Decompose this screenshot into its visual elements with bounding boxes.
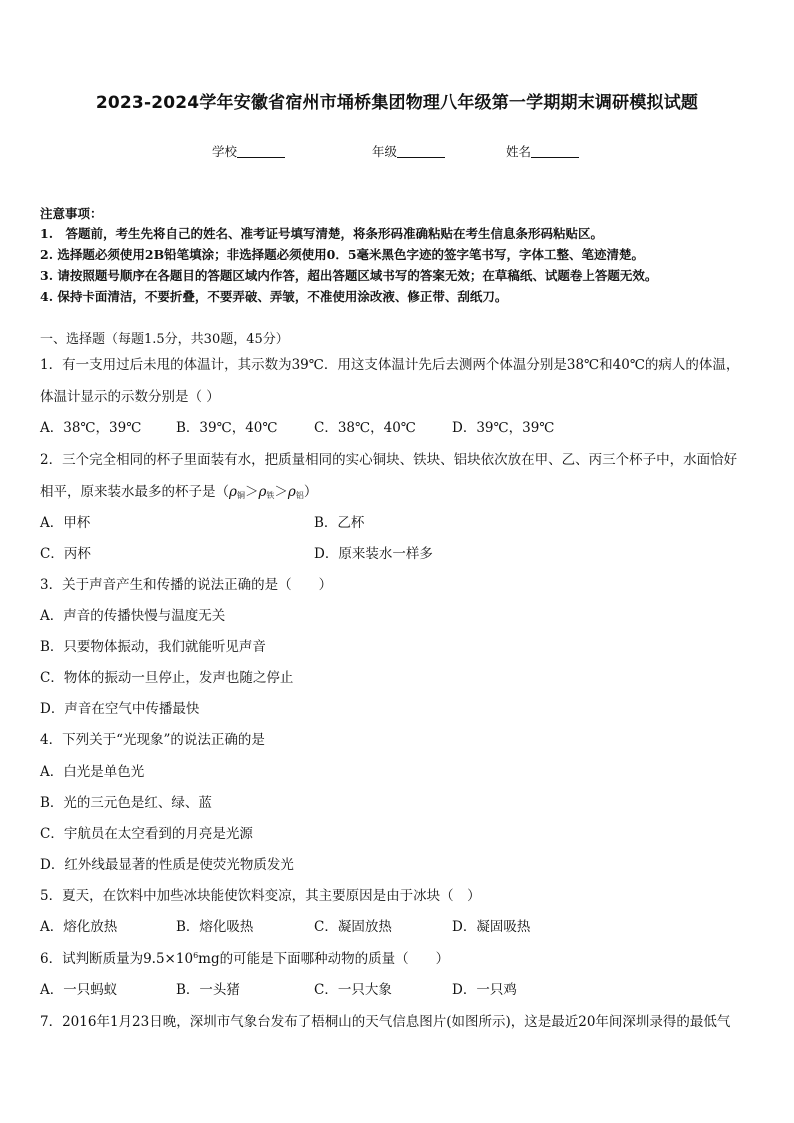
q6-option-b[interactable]: B．一头猪	[176, 982, 240, 998]
q6-stem	[40, 947, 449, 967]
q5-option-d[interactable]: D．凝固吸热	[452, 919, 531, 935]
q1-stem-line1: 1．有一支用过后未甩的体温计，其示数为39℃．用这支体温计先后去测两个体温分别是38℃和40℃的病人的体温，	[40, 357, 740, 373]
q7-stem: 7．2016年1月23日晚，深圳市气象台发布了梧桐山的天气信息图片(如图所示)，这是最近20年间深圳录得的最低气	[40, 1014, 731, 1030]
rho-sub-iron: 铁	[266, 491, 275, 500]
school-blank[interactable]	[237, 143, 285, 158]
section-heading: 一、选择题（每题1.5分，共30题，45分）	[40, 332, 289, 347]
q6-option-c[interactable]: C．一只大象	[314, 982, 392, 998]
q2-option-c[interactable]: C．丙杯	[40, 546, 91, 562]
q5-stem: 5．夏天，在饮料中加些冰块能使饮料变凉，其主要原因是由于冰块（ ）	[40, 888, 481, 904]
note-item: 2. 选择题必须使用2B铅笔填涂；非选择题必须使用0．5毫米黑色字迹的签字笔书写，字体工整、笔迹清楚。	[40, 247, 645, 262]
q5-option-a[interactable]: A．熔化放热	[40, 919, 118, 935]
q5-option-b[interactable]: B．熔化吸热	[176, 919, 254, 935]
grade-label: 年级	[372, 144, 398, 159]
q1-option-d[interactable]: D．39℃，39℃	[452, 420, 555, 436]
q1-option-c[interactable]: C．38℃，40℃	[314, 420, 416, 436]
note-item: 3. 请按照题号顺序在各题目的答题区域内作答，超出答题区域书写的答案无效；在草稿纸、试题卷上答题无效。	[40, 268, 658, 283]
q2-option-d[interactable]: D．原来装水一样多	[314, 546, 433, 562]
q4-stem: 4．下列关于“光现象”的说法正确的是	[40, 732, 265, 748]
grade-blank[interactable]	[397, 143, 445, 158]
q3-option-a[interactable]: A．声音的传播快慢与温度无关	[40, 608, 226, 624]
q1-option-b[interactable]: B．39℃，40℃	[176, 420, 278, 436]
q1-stem-line2: 体温计显示的示数分别是（ ）	[40, 389, 220, 405]
q5-option-c[interactable]: C．凝固放热	[314, 919, 392, 935]
exam-title: 2023-2024学年安徽省宿州市埇桥集团物理八年级第一学期期末调研模拟试题	[95, 93, 699, 113]
greater-than: ＞	[274, 484, 288, 500]
q6-exponent: 6	[193, 951, 199, 960]
rho-symbol: ρ	[229, 484, 237, 500]
notes-heading: 注意事项：	[40, 206, 103, 221]
q4-option-d[interactable]: D．红外线最显著的性质是使荧光物质发光	[40, 857, 294, 873]
q2-stem-line2	[40, 480, 317, 501]
note-item: 1. 答题前，考生先将自己的姓名、准考证号填写清楚，将条形码准确粘贴在考生信息条形码粘贴区。	[40, 226, 604, 241]
q2-stem-line1: 2．三个完全相同的杯子里面装有水，把质量相同的实心铜块、铁块、铝块依次放在甲、乙、丙三个杯子中，水面恰好	[40, 452, 738, 468]
rho-sub-copper: 铜	[236, 491, 245, 500]
q3-option-d[interactable]: D．声音在空气中传播最快	[40, 701, 200, 717]
q6-option-d[interactable]: D．一只鸡	[452, 982, 517, 998]
q6-stem-text: 6．试判断质量为9.5×10	[40, 951, 194, 967]
greater-than: ＞	[244, 484, 259, 500]
name-blank[interactable]	[531, 143, 579, 158]
q4-option-c[interactable]: C．宇航员在太空看到的月亮是光源	[40, 826, 253, 842]
q2-stem-text: 相平，原来装水最多的杯子是（	[40, 484, 229, 500]
grade-field	[372, 142, 445, 160]
q4-option-a[interactable]: A．白光是单色光	[40, 764, 145, 780]
q2-option-a[interactable]: A．甲杯	[40, 515, 91, 531]
rho-sub-aluminum: 铝	[295, 491, 304, 500]
q1-option-a[interactable]: A．38℃，39℃	[40, 420, 142, 436]
q2-stem-close: ）	[303, 484, 318, 500]
q3-option-c[interactable]: C．物体的振动一旦停止，发声也随之停止	[40, 670, 294, 686]
q4-option-b[interactable]: B．光的三元色是红、绿、蓝	[40, 795, 212, 811]
school-field	[212, 142, 285, 160]
name-label: 姓名	[506, 144, 532, 159]
q6-option-a[interactable]: A．一只蚂蚁	[40, 982, 118, 998]
school-label: 学校	[212, 144, 238, 159]
q3-option-b[interactable]: B．只要物体振动，我们就能听见声音	[40, 639, 266, 655]
rho-symbol: ρ	[258, 484, 267, 500]
q6-stem-tail: mg的可能是下面哪种动物的质量（ ）	[198, 951, 450, 967]
q2-option-b[interactable]: B．乙杯	[314, 515, 365, 531]
name-field	[506, 142, 579, 160]
rho-symbol: ρ	[287, 484, 296, 500]
q3-stem: 3．关于声音产生和传播的说法正确的是（ ）	[40, 577, 333, 593]
note-item: 4. 保持卡面清洁，不要折叠，不要弄破、弄皱，不准使用涂改液、修正带、刮纸刀。	[40, 289, 508, 304]
